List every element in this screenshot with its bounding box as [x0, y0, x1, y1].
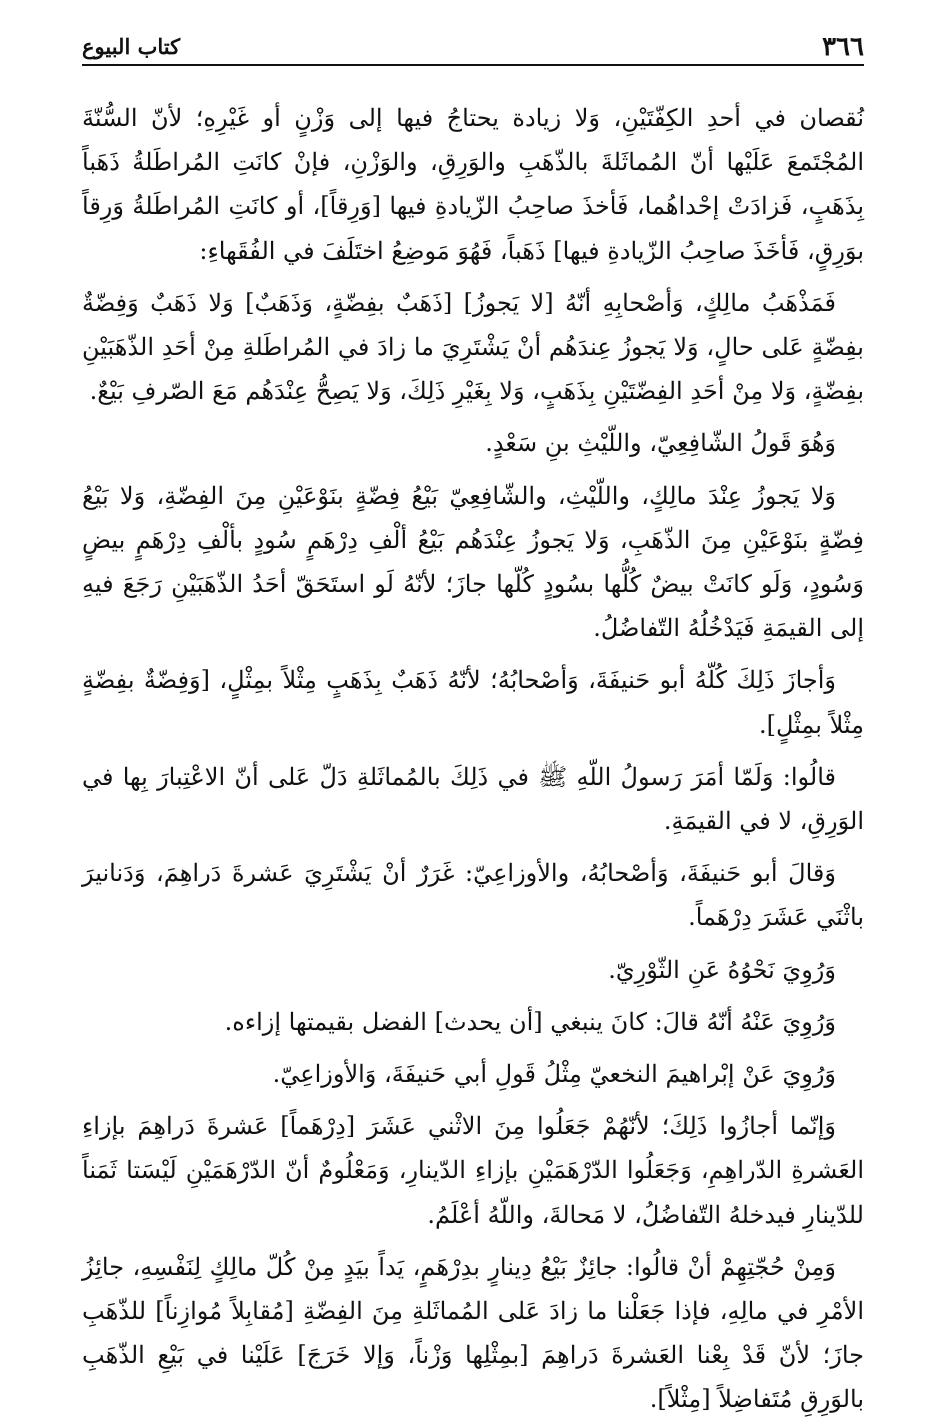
book-title: كتاب البيوع [82, 34, 181, 59]
paragraph: وَهُوَ قَولُ الشّافِعِيّ، واللّيْثِ بنِ سَعْدٍ. [485, 429, 836, 458]
paragraph: وَأجازَ ذَلِكَ كُلّهُ أبو حَنيفَةَ، وَأصْحابُهُ؛ لأنّهُ ذَهَبٌ بِذَهَبٍ مِثْلاً بمِثْلٍ، [وَفِضّةٌ بفِضّةٍ مِثْلاً بمِثْلٍ]. [82, 666, 864, 739]
paragraph: وَإنّما أجازُوا ذَلِكَ؛ لأنّهُمْ جَعَلُوا مِنَ الاثْني عَشَرَ [دِرْهَماً] عَشرةَ دَراهِمَ بإزاءِ العَشرةِ الدّراهِمِ، وَجَعَلُوا الدّرْهَمَيْنِ بإزاءِ الدّينارِ، وَمَعْلُومٌ أنّ الدّرْهَمَيْنِ لَيْسَتا ثَمَناً للدّينارِ فيدخلهُ التّفاضُلُ، لا مَحالةَ، واللّهُ أعْلَمُ. [82, 1112, 864, 1229]
paragraph: وَرُوِيَ عَنْهُ أنّهُ قالَ: كانَ ينبغي [أن يحدث] الفضل بقيمتها إزاءه. [224, 1007, 836, 1036]
page-number: ٣٦٦ [822, 32, 864, 62]
paragraph: فَمَذْهَبُ مالِكٍ، وَأصْحابِهِ أنّهُ [لا يَجوزُ] [ذَهَبٌ بفِضّةٍ، وَذَهَبٌ] وَلا ذَهَبٌ وَفِضّةٌ بفِضّةٍ عَلى حالٍ، وَلا يَجوزُ عِندَهُم أنْ يَشْتَرِيَ ما زادَ في المُراطَلةِ مِنْ أحَدِ الذّهَبَيْنِ بفِضّةٍ، وَلا مِنْ أحَدِ الفِضّتَيْنِ بِذَهَبٍ، وَلا بِغَيْرِ ذَلِكَ، وَلا يَصِحُّ عِنْدَهُم مَعَ الصّرفِ بَيْعٌ. [82, 288, 864, 406]
paragraph: نُقصان في أحدِ الكِفّتَيْنِ، وَلا زيادة يحتاجُ فيها إلى وَزْنٍ أو غَيْرِهِ؛ لأنّ السُّنّةَ المُجْتَمعَ عَلَيْها أنّ المُماثَلةَ بالذّهَبِ والوَرِقِ، والوَزْنِ، فإنْ كانَتِ المُراطَلةُ ذَهَباً بِذَهَبٍ، فَزادَتْ إحْداهُما، فَأخذَ صاحِبُ الزّيادةِ فيها [وَرِقاً]، أو كانَتِ المُراطَلةُ وَرِقاً بوَرِقٍ، فَأخَذَ صاحِبُ الزّيادةِ فيها] ذَهَباً، فَهُوَ مَوضِعُ اختَلَفَ في الفُقَهاءِ: [82, 104, 864, 265]
paragraph: وَلا يَجوزُ عِنْدَ مالِكٍ، واللّيْثِ، والشّافِعِيّ بَيْعُ فِضّةٍ بنَوْعَيْنِ مِنَ الفِضّةِ، وَلا بَيْعُ فِضّةٍ بنَوْعَيْنِ مِنَ الذّهَبِ، وَلا يَجوزُ عِنْدَهُم بَيْعُ ألْفِ دِرْهَمٍ سُودٍ بألْفِ دِرْهَمٍ بيضٍ وَسُودٍ، وَلَو كانَتْ بيضٌ كُلُّها بسُودٍ كُلّها جازَ؛ لأنّهُ لَو استَحَقّ أحَدُ الذّهَبَيْنِ رَجَعَ فيهِ إلى القيمَةِ فَيَدْخُلُهُ التّفاضُلُ. [82, 481, 864, 643]
paragraph: وَرُوِيَ نَحْوُهُ عَنِ الثّوْرِيّ. [608, 955, 836, 984]
paragraph: قالُوا: وَلَمّا أمَرَ رَسولُ اللّهِ ﷺ في ذَلِكَ بالمُماثَلةِ دَلّ عَلى أنّ الاعْتِبارَ بِها في الوَرِقِ، لا في القيمَةِ. [82, 762, 864, 836]
paragraph: وَقالَ أبو حَنيفَةَ، وَأصْحابُهُ، والأوزاعِيّ: غَرَرٌ أنْ يَشْتَرِيَ عَشرةَ دَراهِمَ، وَدَنانيرَ باثْنَي عَشَرَ دِرْهَماً. [82, 859, 864, 932]
body-text [82, 96, 864, 1422]
paragraph: وَرُوِيَ عَنْ إبْراهيمَ النخعيّ مِثْلُ قَولِ أبي حَنيفَةَ، وَالأوزاعِيّ. [272, 1060, 836, 1089]
page-header [82, 30, 864, 66]
paragraph: وَمِنْ حُجّتِهِمْ أنْ قالُوا: جائِزٌ بَيْعُ دِينارٍ بدِرْهَمٍ، يَداً بيَدٍ مِنْ كُلّ مالِكٍ لِنَفْسِهِ، جائِزُ الأمْرِ في مالِهِ، فإذا جَعَلْنا ما زادَ عَلى المُماثَلةِ مِنَ الفِضّةِ [مُقابِلاً مُوازِناً] للذّهَبِ جازَ؛ لأنّ قَدْ بِعْنا العَشرةَ دَراهِمَ [بمِثْلِها وَزْناً، وَإلا خَرَجَ] عَلَيْنا في بَيْعِ الذّهَبِ بالوَرِقِ مُتَفاضِلاً [مِثْلاً]. [82, 1252, 864, 1414]
